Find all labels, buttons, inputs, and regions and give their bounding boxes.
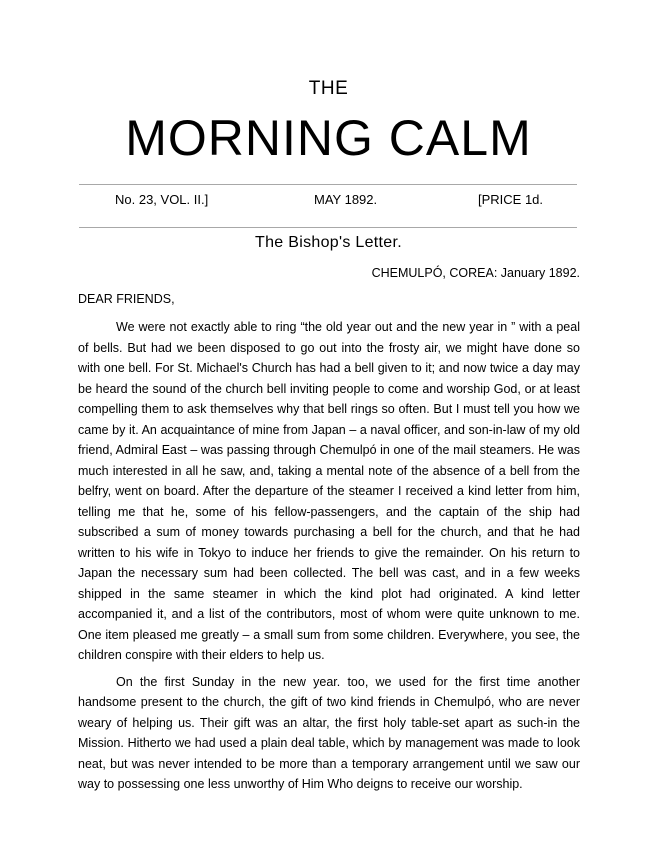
masthead-article: THE xyxy=(308,78,349,99)
article-title: The Bishop's Letter. xyxy=(255,234,402,251)
article-body xyxy=(78,317,580,801)
masthead-title: MORNING CALM xyxy=(125,110,532,166)
masthead-top-rule xyxy=(79,184,577,185)
article-dateline: CHEMULPÓ, COREA: January 1892. xyxy=(371,266,580,280)
issue-number: No. 23, VOL. II.] xyxy=(115,192,209,207)
issue-info-row xyxy=(79,192,577,210)
masthead-bottom-rule xyxy=(79,227,577,228)
issue-price: [PRICE 1d. xyxy=(478,192,544,207)
issue-date: MAY 1892. xyxy=(314,192,378,207)
article-salutation: DEAR FRIENDS, xyxy=(78,292,175,306)
body-paragraph: We were not exactly able to ring “the old year out and the new year in ” with a peal of bells. But had we been disposed to go out into the frosty air, we might have done so with one bell. For St. Michael's Church has had a bell given to it; and now twice a day may be heard the sound of the church bell inviting people to come and worship God, or at least compelling them to ask themselves why that bell rings so often. But I must tell you how we came by it. An acquaintance of mine from Japan – a naval officer, and son-in-law of my old friend, Admiral East – was passing through Chemulpó in one of the mail steamers. He was much interested in all he saw, and, taking a mental note of the absence of a bell from the belfry, went on board. After the departure of the steamer I received a kind letter from him, telling me that he, some of his fellow-passengers, and the captain of the ship had subscribed a sum of money towards purchasing a bell for the church, and that he had written to his wife in Tokyo to induce her friends to give the remainder. On his return to Japan the necessary sum had been collected. The bell was cast, and in a few weeks shipped in the same steamer in which the kind plot had originated. A kind letter accompanied it, and a list of the contributors, most of whom were quite unknown to me. One item pleased me greatly – a small sum from some children. Everywhere, you see, the children conspire with their elders to help us. xyxy=(78,320,580,662)
body-paragraph: On the first Sunday in the new year. too, we used for the first time another handsome present to the church, the gift of two kind friends in Chemulpó, who are never weary of helping us. Their gift was an altar, the first holy table-set apart as such-in the Mission. Hitherto we had used a plain deal table, which by management was made to look neat, but was never intended to be more than a temporary arrangement until we saw our way to possessing one less unworthy of Him Who deigns to receive our worship. xyxy=(78,674,580,791)
